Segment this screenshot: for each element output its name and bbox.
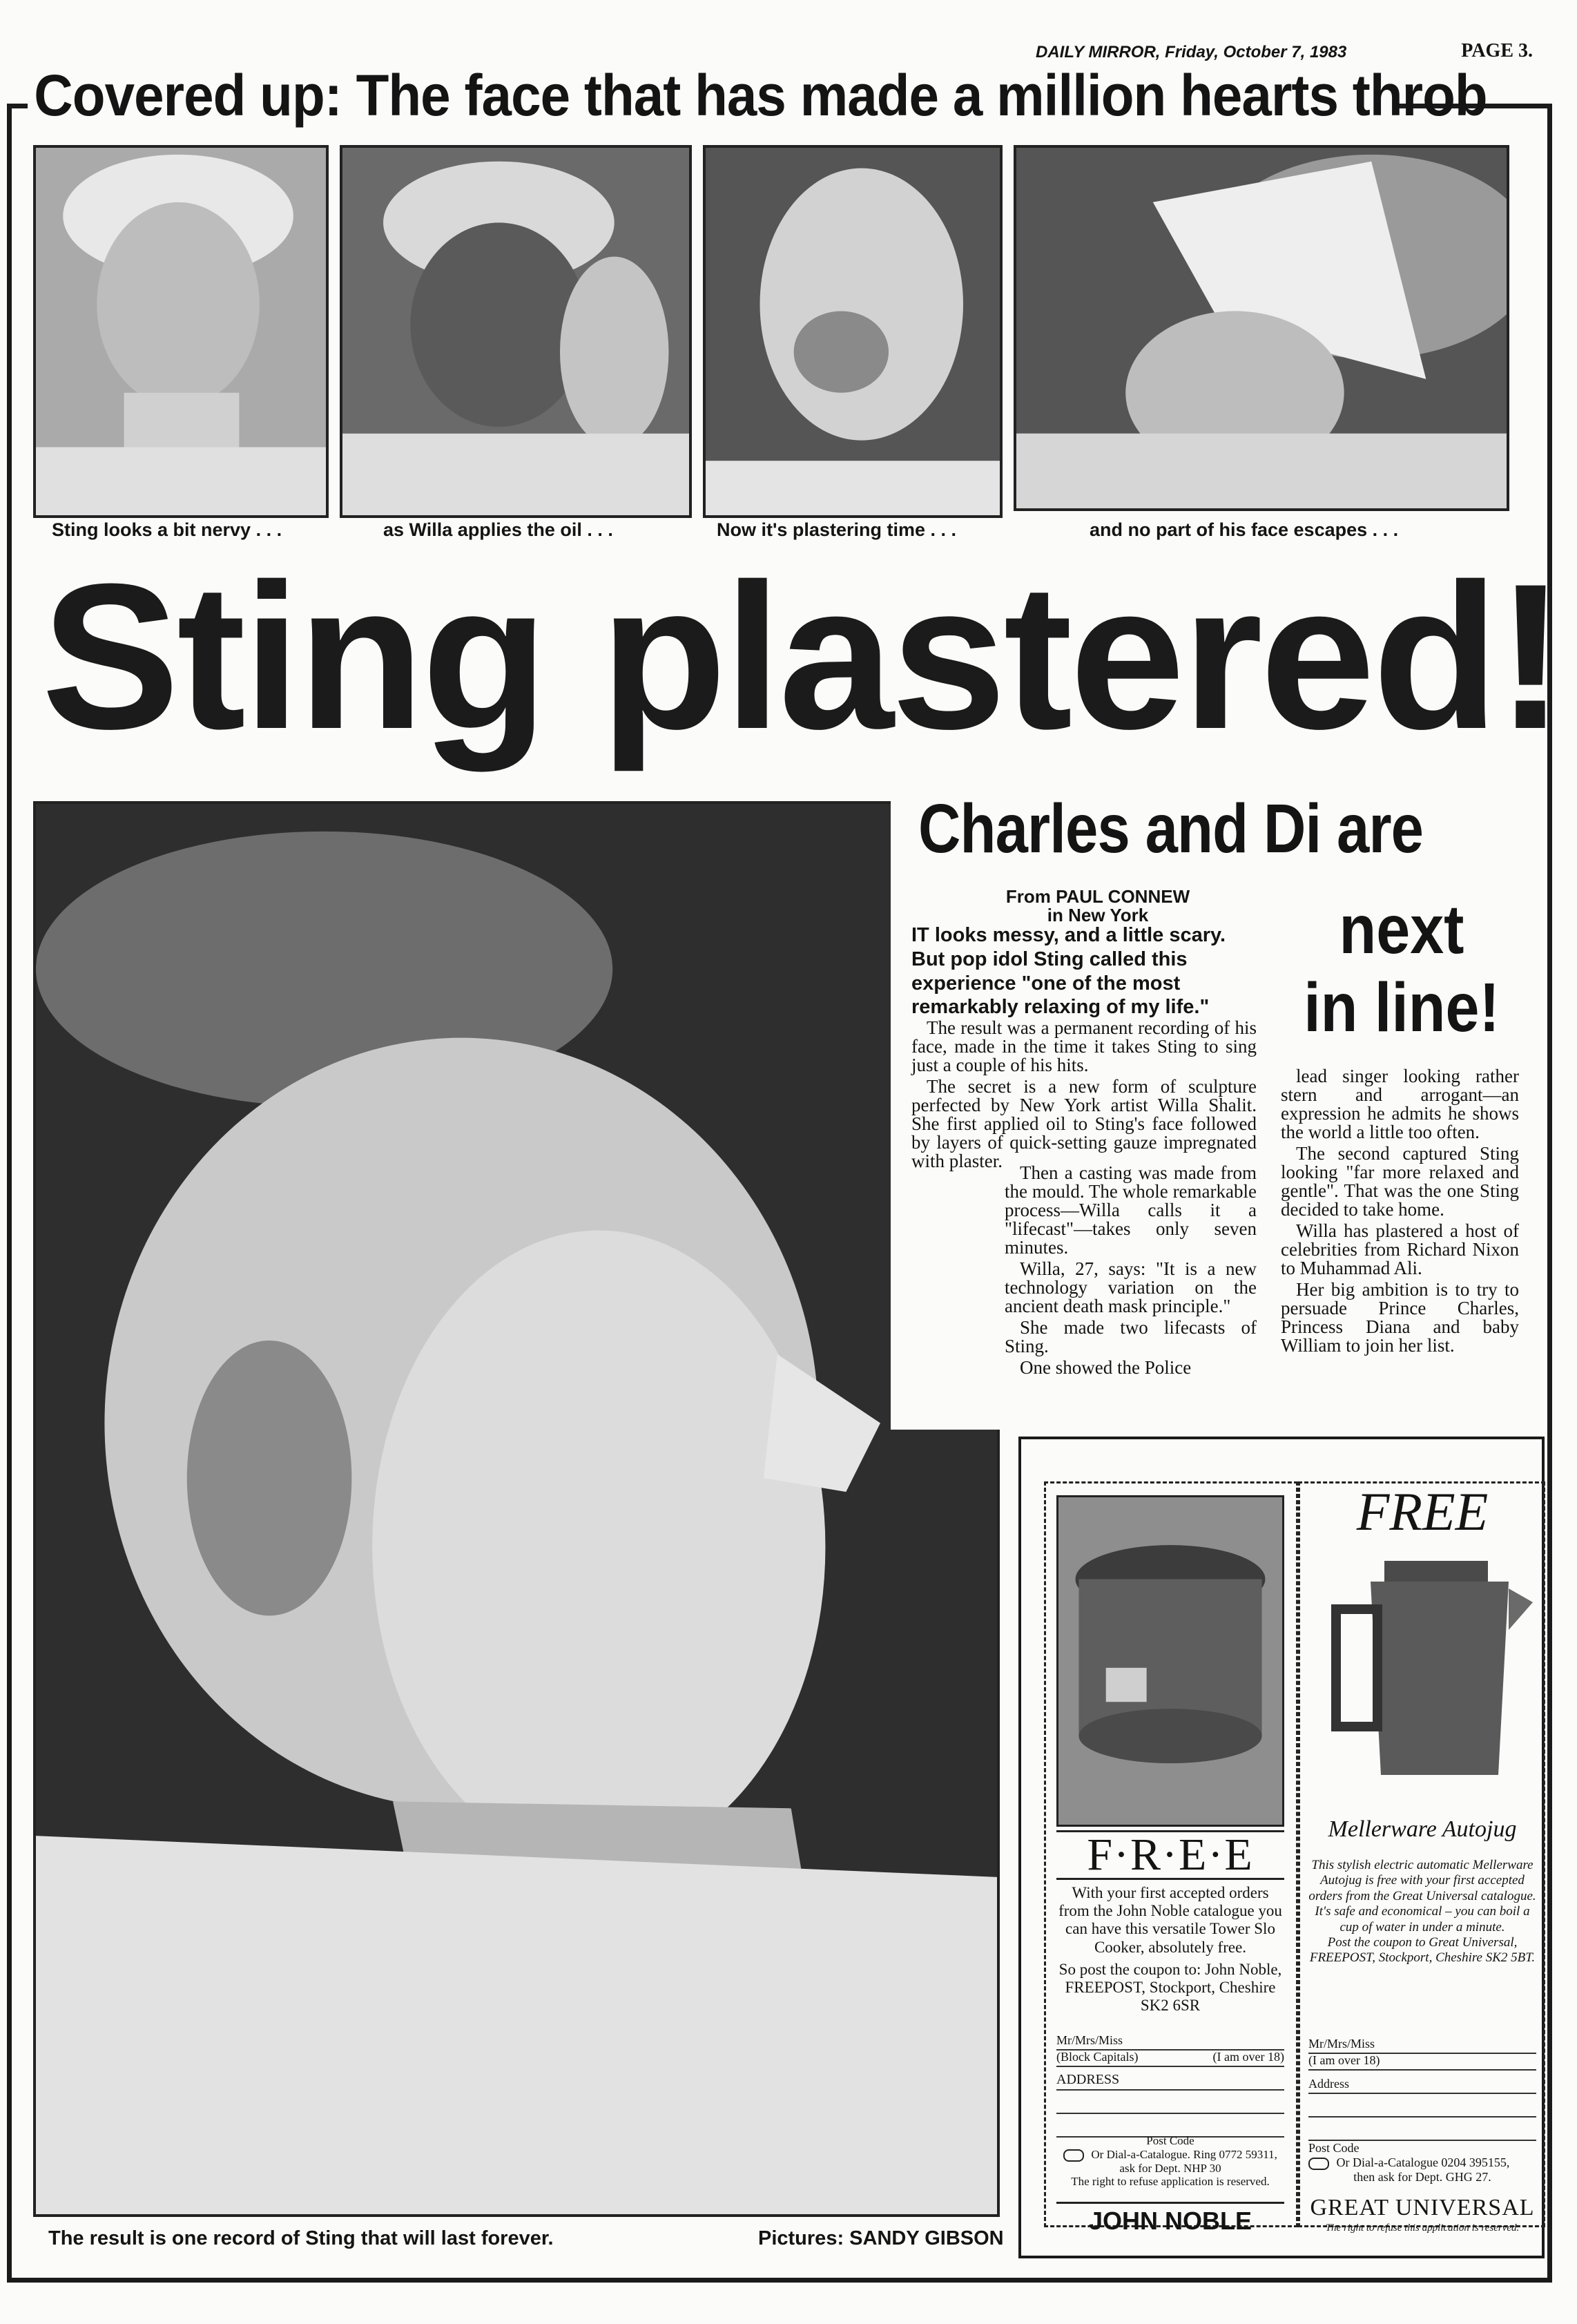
masthead-dateline: DAILY MIRROR, Friday, October 7, 1983 bbox=[1036, 43, 1347, 61]
ad-post-text: So post the coupon to: John Noble, FREEPOST, Stockport, Cheshire SK2 6SR bbox=[1058, 1960, 1282, 2015]
postcode-block-right bbox=[1308, 2141, 1536, 2184]
story-column-1 bbox=[911, 1019, 1257, 1173]
ad-copy-left bbox=[1056, 1884, 1284, 2015]
story-column-2 bbox=[1005, 1164, 1257, 1380]
caps-row bbox=[1056, 2051, 1284, 2067]
main-photo-lifecast bbox=[33, 801, 1000, 2217]
brand-john-noble: JOHN NOBLE bbox=[1056, 2202, 1284, 2236]
story-paragraph: Then a casting was made from the mould. The whole remarkable process—Willa calls it a "lifecast"—takes only seven minutes. bbox=[1005, 1162, 1257, 1258]
strapline: Covered up: The face that has made a million hearts throb bbox=[28, 66, 1395, 124]
headline: Sting plastered! bbox=[41, 540, 1563, 772]
brand-great-universal: GREAT UNIVERSAL bbox=[1310, 2195, 1535, 2220]
postcode-block-left bbox=[1056, 2134, 1284, 2189]
byline-author: From PAUL CONNEW bbox=[1005, 886, 1190, 907]
subheadline-line2: next bbox=[1339, 891, 1464, 968]
caption-photo-1: Sting looks a bit nervy . . . bbox=[52, 519, 282, 540]
story-paragraph: The secret is a new form of sculpture perfected by New York artist Willa Shalit. She first applied oil to Sting's face followed by layers of quick-setting gauze impregnated with plaster. bbox=[911, 1076, 1257, 1171]
ad-post-text: Post the coupon to Great Universal, FREEPOST, Stockport, Cheshire SK2 5BT. bbox=[1309, 1935, 1536, 1966]
photo-plastering bbox=[703, 145, 1003, 518]
address-field[interactable] bbox=[1056, 2067, 1284, 2091]
phone-icon bbox=[1308, 2158, 1329, 2170]
main-photo-caption: The result is one record of Sting that will last forever. bbox=[48, 2227, 554, 2249]
address-label: ADDRESS bbox=[1056, 2072, 1120, 2087]
ad-offer-text: This stylish electric automatic Mellerware Autojug is free with your first accepted orders from the Great Universal catalogue. bbox=[1308, 1858, 1536, 1903]
ad-offer-text: With your first accepted orders from the John Noble catalogue you can have this versatile Tower Slo Cooker, absolutely free. bbox=[1058, 1884, 1282, 1956]
story-paragraph: Her big ambition is to try to persuade Prince Charles, Princess Diana and baby William to join her list. bbox=[1281, 1279, 1519, 1356]
photo-sting-nervy bbox=[33, 145, 329, 518]
refuse-text: The right to refuse application is reserved. bbox=[1071, 2175, 1270, 2189]
coupon-form-left bbox=[1056, 2027, 1284, 2138]
subheadline-line1: Charles and Di are bbox=[918, 790, 1424, 867]
story-paragraph: lead singer looking rather stern and arrogant—an expression he admits he shows the world a little too often. bbox=[1281, 1066, 1519, 1142]
address-line-2[interactable] bbox=[1056, 2091, 1284, 2114]
dept-text: then ask for Dept. GHG 27. bbox=[1353, 2169, 1491, 2184]
caption-photo-3: Now it's plastering time . . . bbox=[717, 519, 956, 540]
over-18-label: (I am over 18) bbox=[1212, 2050, 1284, 2064]
dept-text: ask for Dept. NHP 30 bbox=[1119, 2161, 1221, 2175]
name-label: Mr/Mrs/Miss bbox=[1056, 2033, 1123, 2047]
story-intro: IT looks messy, and a little scary. But pop idol Sting called this experience "one of the most remarkably relaxing of my life." bbox=[911, 924, 1226, 1019]
dial-text: Or Dial-a-Catalogue. Ring 0772 59311, bbox=[1091, 2147, 1277, 2161]
story-paragraph: The second captured Sting looking "far more relaxed and gentle". That was the one Sting decided to take home. bbox=[1281, 1143, 1519, 1220]
block-capitals-label: (Block Capitals) bbox=[1056, 2050, 1139, 2064]
coupon-form-right bbox=[1308, 2030, 1536, 2141]
ad-free-banner-right: FREE bbox=[1356, 1481, 1489, 1542]
phone-icon bbox=[1063, 2149, 1084, 2162]
ad-free-banner: F·R·E·E bbox=[1056, 1830, 1284, 1880]
photo-face-covered bbox=[1014, 145, 1509, 511]
ad-copy-right bbox=[1308, 1858, 1536, 1966]
pictures-credit: Pictures: SANDY GIBSON bbox=[758, 2227, 1004, 2249]
over-18-row bbox=[1308, 2054, 1536, 2071]
story-paragraph: Willa has plastered a host of celebrities from Richard Nixon to Muhammad Ali. bbox=[1281, 1220, 1519, 1278]
address-line-2[interactable] bbox=[1308, 2094, 1536, 2117]
name-field[interactable] bbox=[1308, 2030, 1536, 2054]
postcode-label: Post Code bbox=[1308, 2141, 1360, 2155]
byline-location: in New York bbox=[1047, 905, 1149, 926]
subheadline-next-in-line bbox=[1298, 891, 1505, 1047]
autojug-image bbox=[1308, 1547, 1536, 1789]
address-line-3[interactable] bbox=[1308, 2117, 1536, 2141]
story-paragraph: Willa, 27, says: "It is a new technology variation on the ancient death mask principle." bbox=[1005, 1258, 1257, 1316]
over-18-label: (I am over 18) bbox=[1308, 2053, 1380, 2067]
address-label: Address bbox=[1308, 2077, 1349, 2091]
caption-photo-4: and no part of his face escapes . . . bbox=[1090, 519, 1399, 540]
product-name: Mellerware Autojug bbox=[1328, 1816, 1517, 1842]
name-field[interactable] bbox=[1056, 2027, 1284, 2051]
subheadline-line3: in line! bbox=[1304, 969, 1500, 1046]
caption-photo-2: as Willa applies the oil . . . bbox=[383, 519, 613, 540]
page-number: PAGE 3. bbox=[1461, 40, 1533, 61]
dial-text: Or Dial-a-Catalogue 0204 395155, bbox=[1336, 2155, 1510, 2169]
slo-cooker-image bbox=[1056, 1495, 1284, 1827]
story-paragraph: She made two lifecasts of Sting. bbox=[1005, 1317, 1257, 1356]
story-paragraph: The result was a permanent recording of his face, made in the time it takes Sting to sing just a couple of his hits. bbox=[911, 1017, 1257, 1075]
address-field[interactable] bbox=[1308, 2071, 1536, 2094]
story-paragraph: One showed the Police bbox=[1020, 1357, 1192, 1378]
refuse-text-right: The right to refuse this application is reserved. bbox=[1325, 2222, 1520, 2234]
ad-safe-text: It's safe and economical – you can boil a cup of water in under a minute. bbox=[1315, 1904, 1530, 1934]
story-column-3 bbox=[1281, 1067, 1519, 1358]
byline bbox=[939, 887, 1257, 925]
name-label: Mr/Mrs/Miss bbox=[1308, 2037, 1375, 2051]
photo-oil-applied bbox=[340, 145, 692, 518]
postcode-label: Post Code bbox=[1146, 2134, 1194, 2147]
